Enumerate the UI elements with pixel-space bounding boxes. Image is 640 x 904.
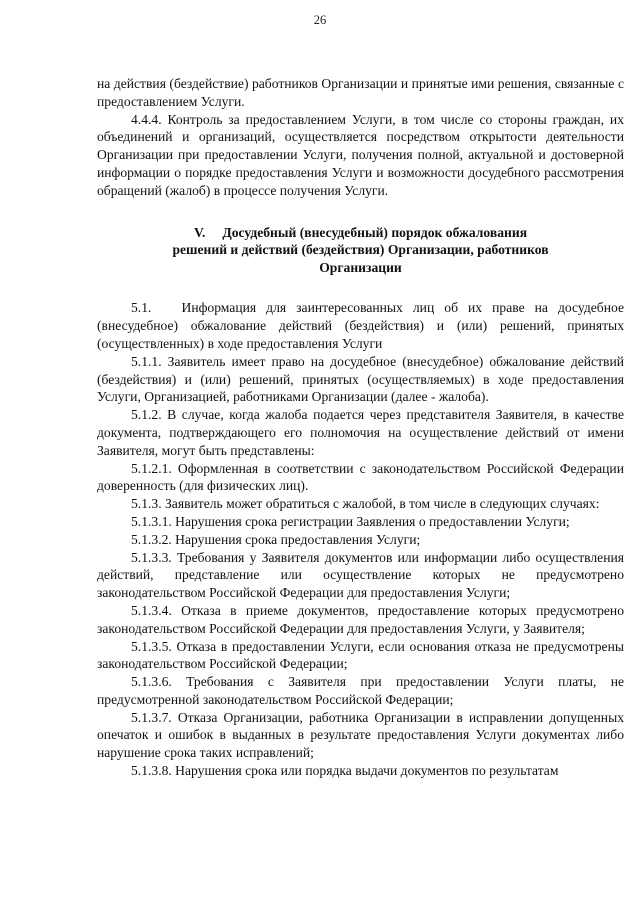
paragraph-5-1-2: 5.1.2. В случае, когда жалоба подается через представителя Заявителя, в качестве документа, подтверждающего его полномочия на осуществление действий от имени Заявителя, могут быть представлены: bbox=[97, 407, 624, 458]
document-body bbox=[97, 75, 628, 780]
paragraph-5-1-2-1: 5.1.2.1. Оформленная в соответствии с законодательством Российской Федерации доверенность (для физических лиц). bbox=[97, 460, 624, 494]
paragraph-5-1-3-3: 5.1.3.3. Требования у Заявителя документов или информации либо осуществления действий, представление или осуществление которых не предусмотрено законодательством Российской Федерации для предоставления Услуги; bbox=[97, 549, 624, 601]
heading-line-3: Организации bbox=[319, 259, 402, 275]
paragraph-5-1-3-1: 5.1.3.1. Нарушения срока регистрации Заявления о предоставлении Услуги; bbox=[131, 513, 570, 529]
page-number: 26 bbox=[313, 13, 327, 27]
paragraph-5-1-3-2: 5.1.3.2. Нарушения срока предоставления Услуги; bbox=[131, 531, 421, 547]
paragraph-5-1-3-4: 5.1.3.4. Отказа в приеме документов, предоставление которых предусмотрено законодательством Российской Федерации для предоставления Услуги, у Заявителя; bbox=[97, 602, 624, 636]
paragraph-5-1-3-6: 5.1.3.6. Требования с Заявителя при предоставлении Услуги платы, не предусмотренной законодательством Российской Федерации; bbox=[97, 674, 624, 707]
section-heading bbox=[97, 224, 624, 277]
heading-line-2: решений и действий (бездействия) Организации, работников bbox=[172, 242, 549, 258]
paragraph-5-1-3-7: 5.1.3.7. Отказа Организации, работника Организации в исправлении допущенных опечаток и ошибок в выданных в результате предоставления Услуги документах либо нарушение срока таких исправлений; bbox=[97, 709, 624, 761]
paragraph-5-1-1: 5.1.1. Заявитель имеет право на досудебное (внесудебное) обжалование действий (бездействия) и (или) решений, принятых (осуществляемых) в ходе предоставления Услуги, Организацией, работниками Организации (далее - жалоба). bbox=[97, 353, 624, 405]
paragraph-5-1-3-8: 5.1.3.8. Нарушения срока или порядка выдачи документов по результатам bbox=[131, 763, 559, 779]
paragraph-5-1-3: 5.1.3. Заявитель может обратиться с жалобой, в том числе в следующих случаях: bbox=[131, 496, 600, 512]
paragraph-5-1: 5.1. Информация для заинтересованных лиц об их праве на досудебное (внесудебное) обжалование действий (бездействия) и (или) решений, принятых (осуществленных) в ходе предоставления Услуги bbox=[97, 300, 628, 351]
heading-line-1: V. Досудебный (внесудебный) порядок обжалования bbox=[193, 224, 528, 240]
paragraph-continuation: на действия (бездействие) работников Организации и принятые ими решения, связанные с предоставлением Услуги. bbox=[97, 76, 624, 109]
paragraph-4-4-4: 4.4.4. Контроль за предоставлением Услуги, в том числе со стороны граждан, их объединений и организаций, осуществляется посредством открытости деятельности Организации при предоставлении Услуги, получения полной, актуальной и достоверной информации о порядке предоставления Услуги и возможности досудебного рассмотрения обращений (жалоб) в процессе получения Услуги. bbox=[97, 111, 624, 198]
paragraph-5-1-3-5: 5.1.3.5. Отказа в предоставлении Услуги, если основания отказа не предусмотрены законодательством Российской Федерации; bbox=[97, 638, 624, 672]
